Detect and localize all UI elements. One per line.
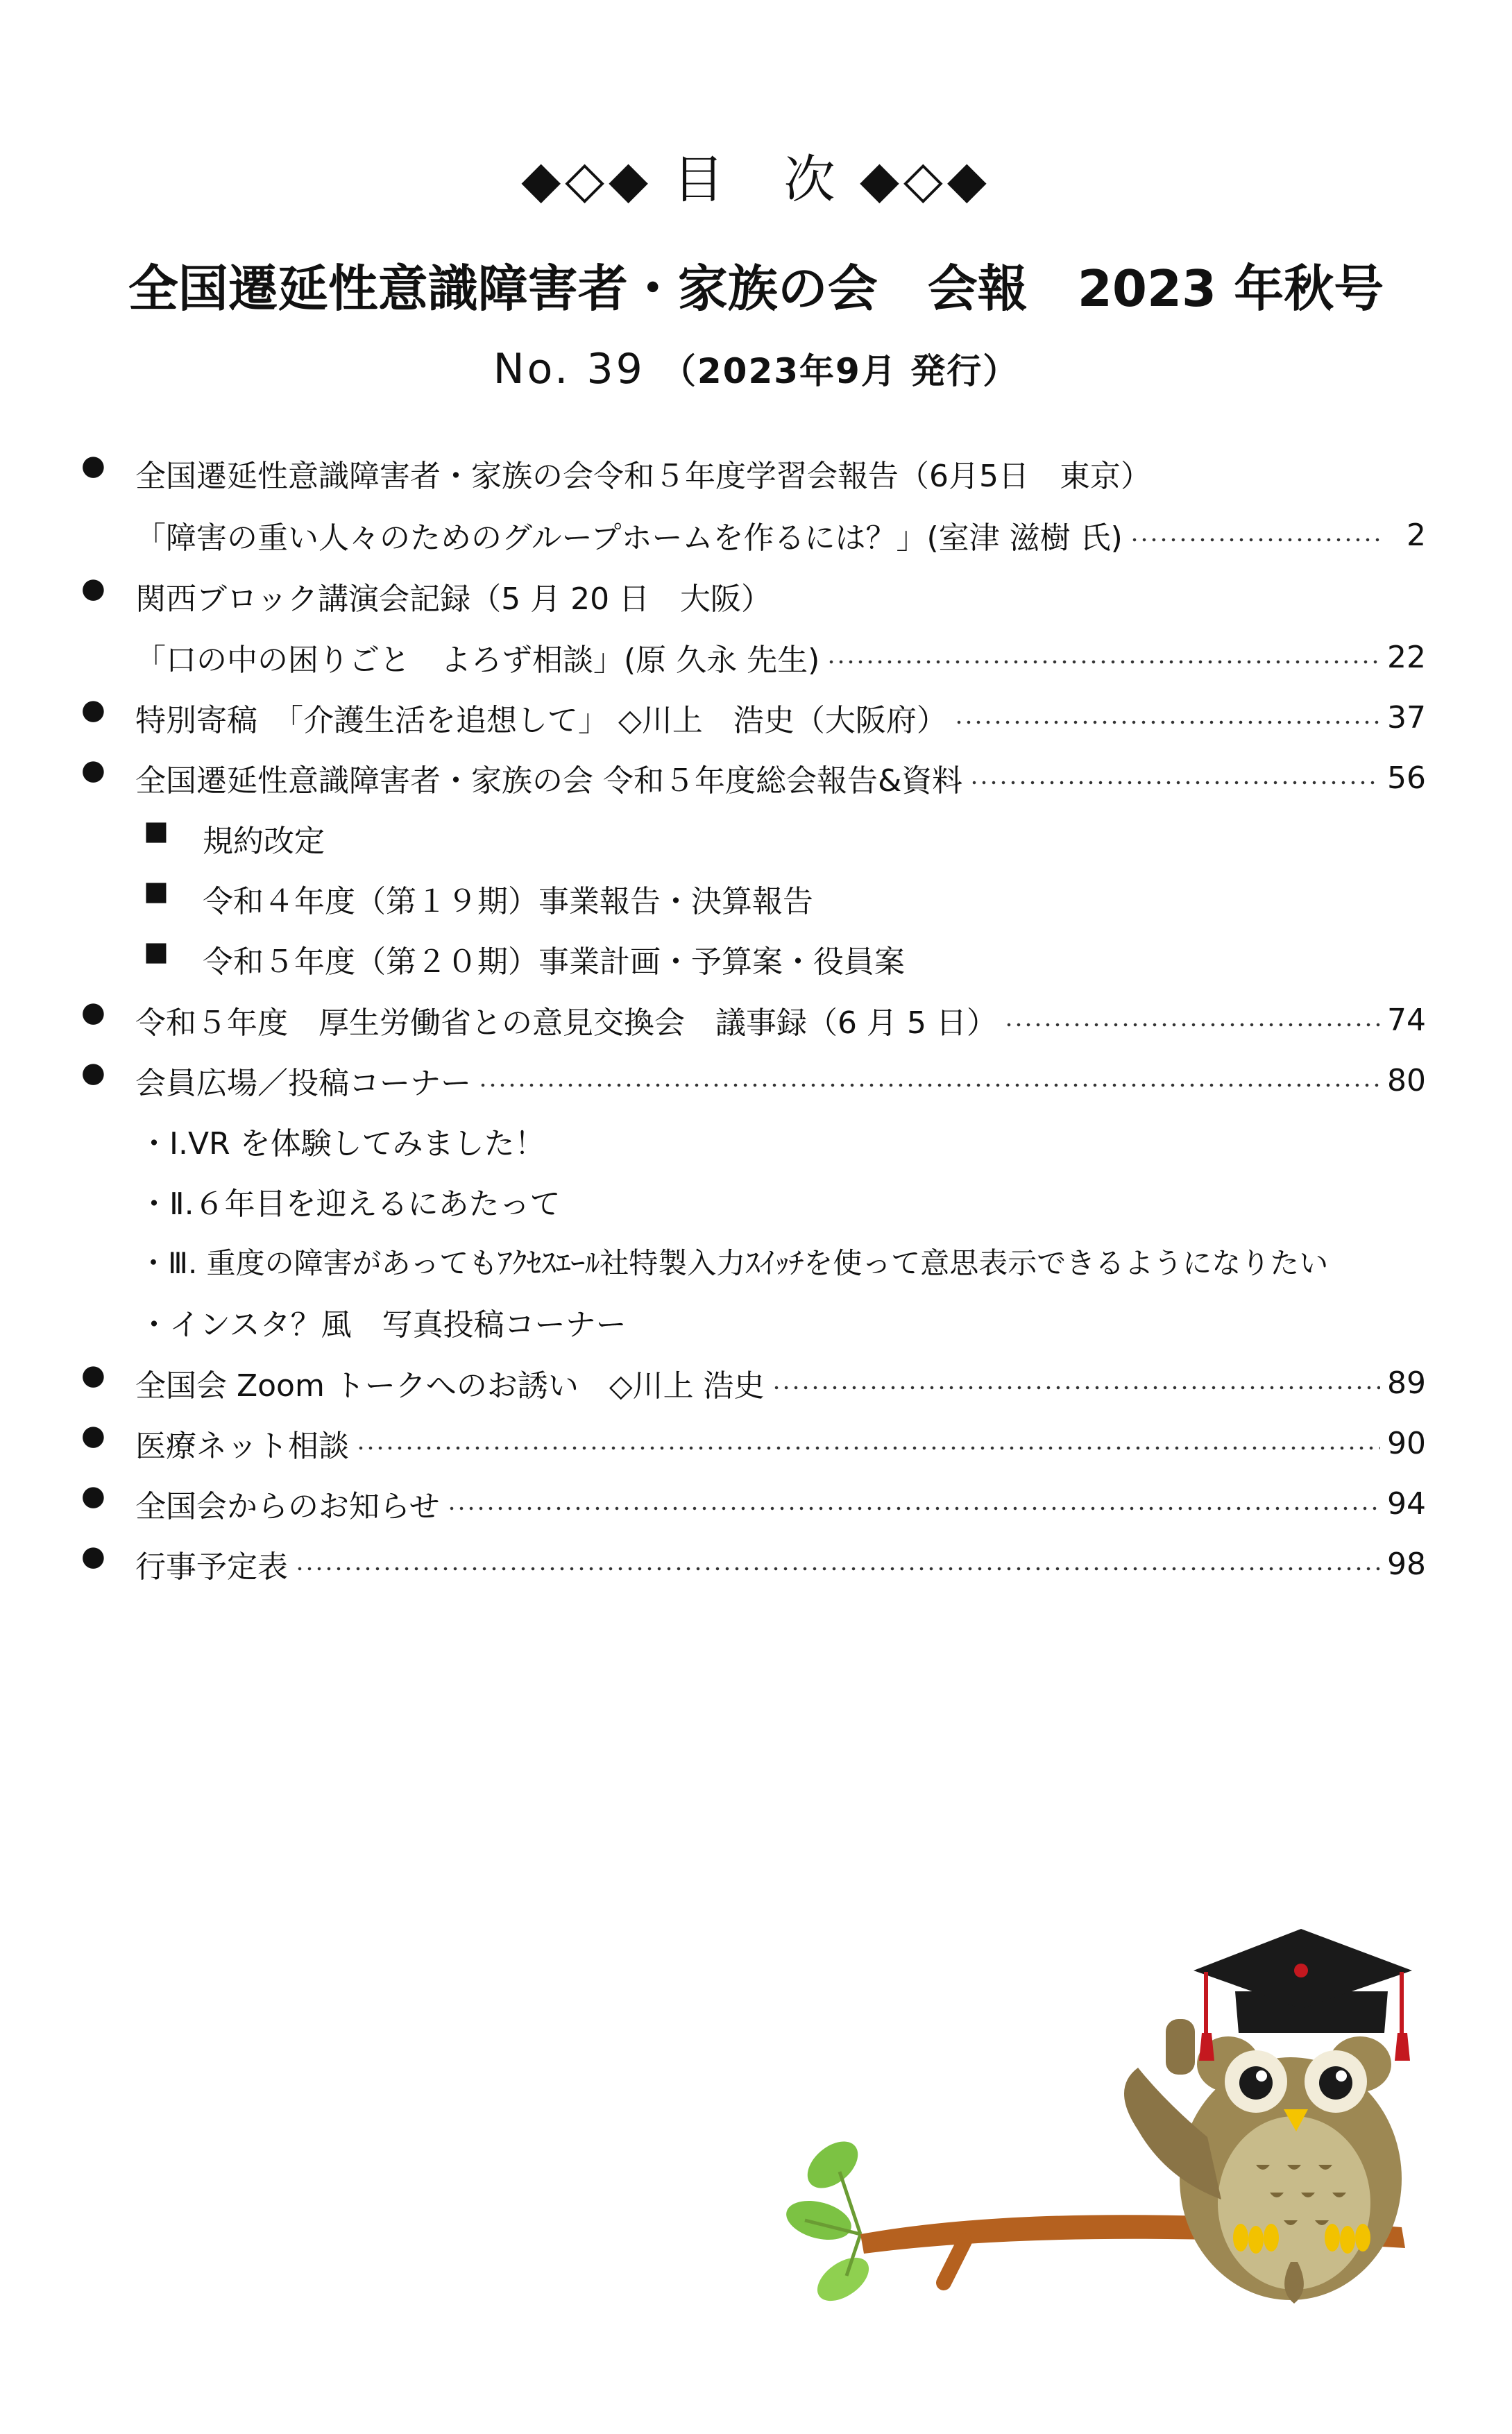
toc-entry <box>135 992 1426 1048</box>
bullet-icon: ● <box>81 1540 105 1572</box>
toc-entry-text: ・Ⅱ.６年目を迎えるにあたって <box>139 1186 561 1222</box>
toc-entry-text: 規約改定 <box>203 824 325 859</box>
bullet-icon: ● <box>81 572 105 604</box>
publication-title: 全国遷延性意識障害者・家族の会 会報 2023 年秋号 <box>128 259 1384 318</box>
bullet-icon: ● <box>81 1480 105 1512</box>
dot-leader <box>295 1567 1380 1571</box>
toc-entry-text: 令和４年度（第１９期）事業報告・決算報告 <box>203 884 813 919</box>
toc-entry <box>135 507 1426 563</box>
toc-page-number: 90 <box>1387 1425 1426 1461</box>
bullet-icon: ● <box>81 1359 105 1391</box>
toc-entry <box>135 445 1151 501</box>
toc-entry-text: 医療ネット相談 <box>135 1429 349 1464</box>
toc-entry-text: 行事予定表 <box>135 1549 288 1585</box>
toc-entry-text: 全国遷延性意識障害者・家族の会 令和５年度総会報告&資料 <box>135 763 963 799</box>
toc-entry <box>135 1355 1426 1411</box>
toc-page-number: 80 <box>1387 1062 1426 1098</box>
toc-subentry <box>139 1234 1328 1289</box>
toc-page-number: 94 <box>1387 1486 1426 1522</box>
toc-entry-text: ・Ⅰ.VR を体験してみました！ <box>139 1126 545 1161</box>
toc-entry-text: 「口の中の困りごと よろず相談」(原 久永 先生) <box>135 642 820 678</box>
toc-entry-text: 特別寄稿 「介護生活を追想して」 ◇川上 浩史（大阪府） <box>135 703 947 738</box>
toc-entry-text: 関西ブロック講演会記録（5 月 20 日 大阪） <box>135 581 772 617</box>
dot-leader <box>356 1446 1380 1450</box>
toc-entry-text: 全国遷延性意識障害者・家族の会令和５年度学習会報告（6月5日 東京） <box>135 459 1151 494</box>
toc-entry <box>135 1415 1426 1471</box>
toc-page-number: 89 <box>1387 1365 1426 1401</box>
toc-subentry <box>203 871 813 926</box>
issue-line <box>0 343 1512 393</box>
toc-entry <box>135 690 1426 745</box>
dot-leader <box>478 1083 1380 1087</box>
toc-page-number: 2 <box>1407 517 1426 553</box>
toc-entry <box>135 1536 1426 1592</box>
bullet-icon: ● <box>81 996 105 1028</box>
toc-entry-text: ・Ⅲ. 重度の障害があってもｱｸｾｽｴｰﾙ社特製入力ｽｲｯﾁを使って意思表示できるようになりたい <box>139 1246 1329 1280</box>
leaf-icon <box>782 2132 876 2310</box>
toc-entry-text: ・インスタ？風 写真投稿コーナー <box>139 1307 627 1343</box>
bullet-icon: ● <box>81 450 105 482</box>
issue-number: No. 39 <box>493 345 645 393</box>
toc-entry <box>135 750 1426 806</box>
toc-subentry <box>139 1113 545 1168</box>
dot-leader <box>969 781 1380 785</box>
toc-entry <box>135 629 1426 685</box>
square-bullet-icon: ■ <box>144 815 169 846</box>
toc-page-number: 22 <box>1387 639 1426 675</box>
issue-date: （2023年9月 発行） <box>661 351 1019 391</box>
toc-entry-text: 令和５年度 厚生労働省との意見交換会 議事録（6 月 5 日） <box>135 1005 997 1041</box>
toc-subentry <box>139 1173 561 1229</box>
toc-entry-text: 全国会からのお知らせ <box>135 1489 440 1524</box>
toc-entry-text: 「障害の重い人々のためのグループホームを作るには？」(室津 滋樹 氏) <box>135 520 1123 556</box>
owl-graduate-on-branch-icon <box>777 1929 1471 2317</box>
square-bullet-icon: ■ <box>144 876 169 906</box>
toc-subentry <box>203 810 325 866</box>
toc-page-number: 37 <box>1387 699 1426 735</box>
dot-leader <box>826 660 1380 664</box>
toc-heading: ◆◇◆ 目 次 ◆◇◆ <box>521 150 991 210</box>
toc-entry <box>135 1053 1426 1108</box>
dot-leader <box>1004 1023 1380 1027</box>
toc-page-number: 74 <box>1387 1002 1426 1038</box>
dot-leader <box>447 1506 1380 1510</box>
bullet-icon: ● <box>81 694 105 726</box>
bullet-icon: ● <box>81 1057 105 1089</box>
toc-subentry <box>139 1294 627 1350</box>
toc-subentry <box>203 931 905 987</box>
dot-leader <box>772 1386 1380 1390</box>
owl-icon <box>1124 2019 1402 2304</box>
toc-entry <box>135 1476 1426 1531</box>
toc-entry <box>135 568 772 624</box>
bullet-icon: ● <box>81 754 105 786</box>
bullet-icon: ● <box>81 1420 105 1452</box>
dot-leader <box>954 720 1380 724</box>
dot-leader <box>1130 538 1380 542</box>
square-bullet-icon: ■ <box>144 936 169 967</box>
toc-page-number: 98 <box>1387 1546 1426 1582</box>
toc-page-number: 56 <box>1387 760 1426 796</box>
toc-entry-text: 全国会 Zoom トークへのお誘い ◇川上 浩史 <box>135 1368 765 1404</box>
toc-entry-text: 令和５年度（第２０期）事業計画・予算案・役員案 <box>203 944 905 980</box>
toc-entry-text: 会員広場／投稿コーナー <box>135 1066 471 1101</box>
